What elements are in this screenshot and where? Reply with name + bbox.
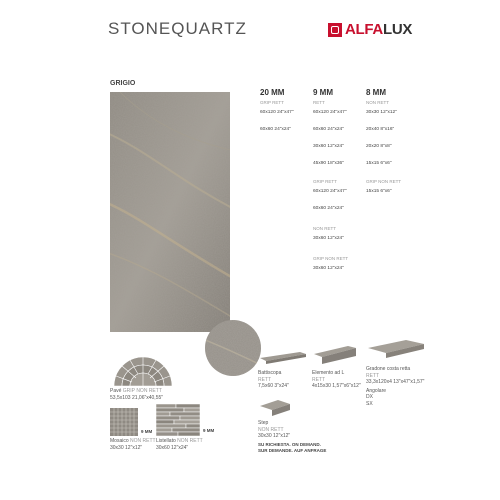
- on-demand-line-2: SUR DEMANDE. AUF ANFRAGE: [258, 447, 327, 453]
- pave-size: 53,5x103 21,06"x40,55": [110, 394, 164, 401]
- listellato-caption: [156, 438, 203, 451]
- gradone-size: 33,3x120x4 13"x47"x1,57": [366, 379, 425, 385]
- mosaico-size: 30x30 12"x12": [110, 444, 143, 451]
- pave-name: Pavé: [110, 388, 122, 394]
- on-demand-note: [258, 442, 326, 454]
- size-item: 30x60 12"x24": [313, 144, 344, 149]
- size-item: 30x60 12"x24": [313, 266, 344, 271]
- mosaico-caption: [110, 438, 156, 451]
- elemento-l-image: [312, 342, 358, 369]
- battiscopa-tag: RETT: [258, 376, 272, 383]
- step-caption: [258, 420, 290, 440]
- size-item: 15x15 6"x6": [366, 189, 392, 194]
- listellato-thickness: 9 MM: [203, 428, 215, 433]
- step-tag: NON RETT: [258, 426, 284, 433]
- collection-title: STONEQUARTZ: [108, 19, 247, 38]
- size-item: 60x60 24"x24": [260, 127, 291, 132]
- column-heading: 20 MM: [260, 88, 285, 97]
- group-label: GRIP NON RETT: [366, 179, 402, 184]
- gradone-caption: [366, 366, 424, 407]
- mosaico-tag: NON RETT: [130, 438, 156, 444]
- column-8mm: [366, 88, 401, 194]
- group-label: NON RETT: [366, 100, 389, 105]
- size-item: 60x120 24"x47": [313, 110, 347, 115]
- pave-tag: GRIP NON RETT: [122, 388, 162, 394]
- size-item: 45x90 18"x36": [313, 161, 344, 166]
- battiscopa-size: 7,5x60 3"x24": [258, 383, 289, 389]
- column-heading: 9 MM: [313, 88, 333, 97]
- group-label: RETT: [313, 100, 325, 105]
- detail-swatch: [205, 320, 261, 376]
- size-item: 60x120 24"x47": [313, 189, 347, 194]
- battiscopa-caption: [258, 370, 289, 390]
- listellato-image: [156, 404, 200, 441]
- size-item: 60x120 24"x47": [260, 110, 294, 115]
- battiscopa-name: Battiscopa: [258, 370, 282, 376]
- gradone-angolare: Angolare: [366, 387, 387, 394]
- size-item: 20x20 8"x8": [366, 144, 392, 149]
- gradone-dx: DX: [366, 394, 373, 400]
- gradone-tag: RETT: [366, 372, 380, 379]
- elemento-l-name: Elemento ad L: [312, 370, 345, 376]
- group-label: GRIP RETT: [313, 179, 337, 184]
- size-item: 15x15 6"x6": [366, 161, 392, 166]
- size-item: 60x60 24"x24": [313, 206, 344, 211]
- size-item: 30x60 12"x24": [313, 236, 344, 241]
- elemento-l-size: 4x15x30 1,57"x6"x12": [312, 383, 361, 389]
- gradone-sx: SX: [366, 400, 373, 407]
- column-20mm: [260, 88, 294, 132]
- variant-name: GRIGIO: [110, 80, 136, 87]
- mosaico-thickness: 9 MM: [141, 429, 153, 434]
- size-item: 30x30 12"x12": [366, 110, 397, 115]
- brand-name-a: ALFA: [345, 21, 383, 38]
- battiscopa-image: [258, 350, 308, 371]
- step-size: 30x30 12"x12": [258, 433, 291, 439]
- group-label: NON RETT: [313, 226, 336, 231]
- brand-logo: [328, 21, 412, 38]
- pave-mosaic-image: [110, 352, 176, 391]
- elemento-l-tag: RETT: [312, 376, 326, 383]
- on-demand-line-1: SU RICHIESTA. ON DEMAND.: [258, 442, 321, 447]
- elemento-l-caption: [312, 370, 361, 390]
- size-item: 60x60 24"x24": [313, 127, 344, 132]
- listellato-tag: NON RETT: [177, 438, 203, 444]
- pave-caption: [110, 388, 163, 401]
- group-label: GRIP RETT: [260, 100, 284, 105]
- column-heading: 8 MM: [366, 88, 386, 97]
- logo-icon: [328, 23, 342, 37]
- mosaico-image: [110, 408, 138, 436]
- size-item: 20x40 8"x16": [366, 127, 395, 132]
- brand-name-b: LUX: [382, 21, 413, 38]
- listellato-size: 30x60 12"x24": [156, 444, 189, 451]
- step-name: Step: [258, 420, 269, 426]
- gradone-image: [366, 338, 426, 367]
- listellato-name: Listellato: [156, 438, 176, 444]
- gradone-name: Gradone costa retta: [366, 366, 411, 372]
- slab-image: [110, 92, 230, 332]
- group-label: GRIP NON RETT: [313, 256, 349, 261]
- column-9mm: [313, 88, 348, 271]
- mosaico-name: Mosaico: [110, 438, 129, 444]
